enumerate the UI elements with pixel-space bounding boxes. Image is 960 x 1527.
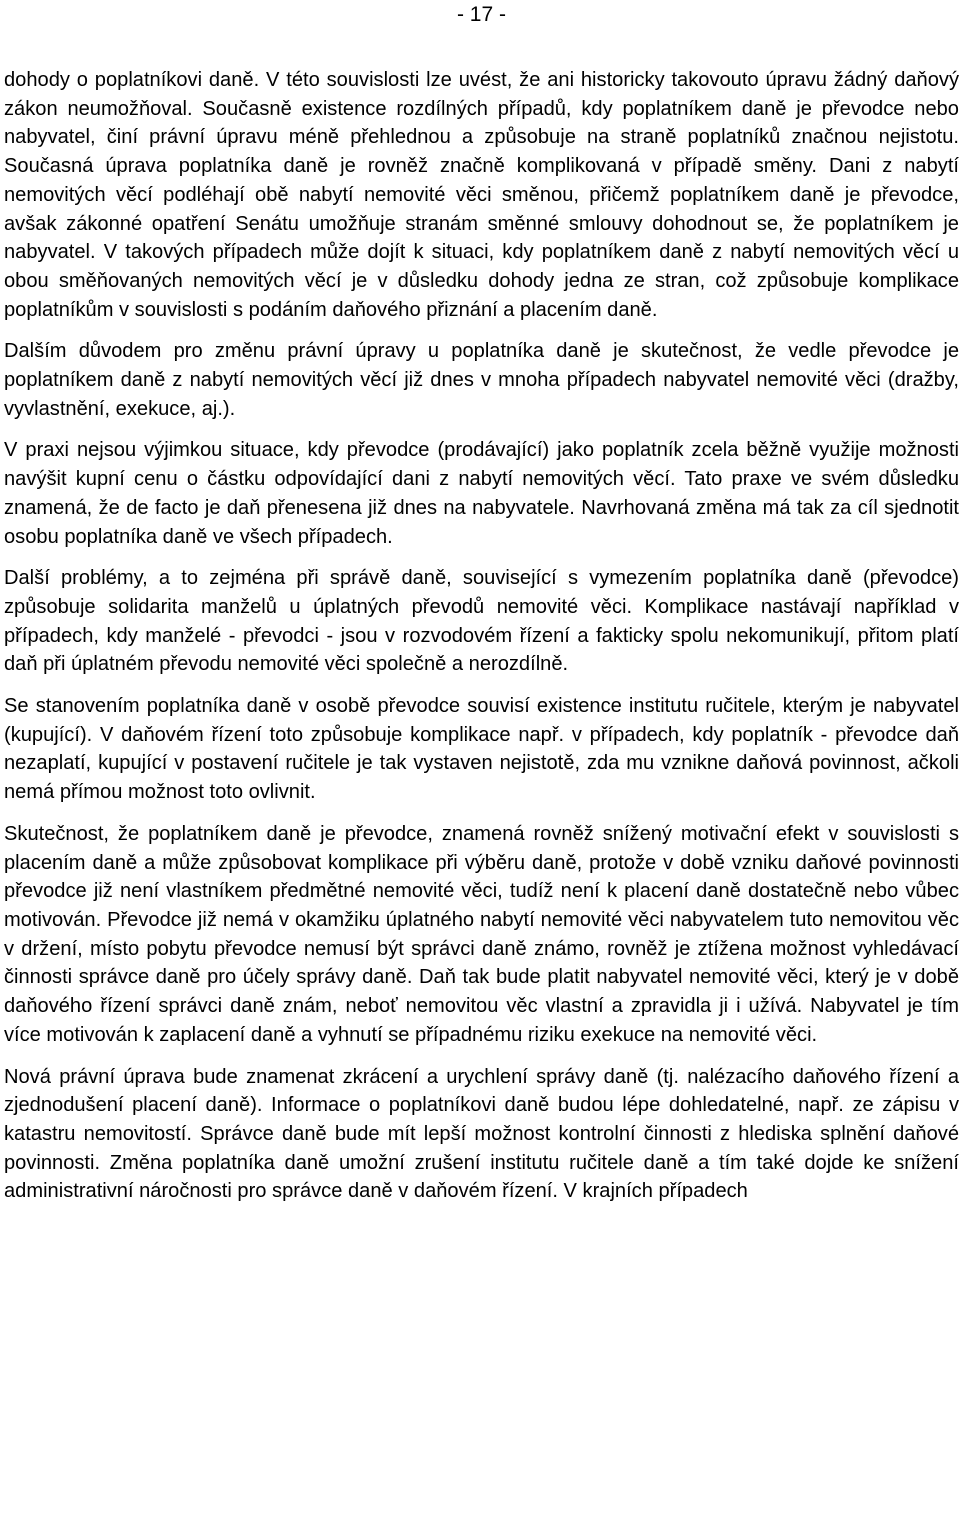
paragraph-gap: [4, 1050, 959, 1063]
header-spacer: [4, 29, 959, 66]
paragraph-gap: [4, 807, 959, 820]
paragraph-1: dohody o poplatníkovi daně. V této souvislosti lze uvést, že ani historicky takovouto úpravu žádný daňový zákon neumožňoval. Současně existence rozdílných případů, kdy poplatníkem daně je převodce nebo nabyvatel, činí právní úpravu méně přehlednou a způsobuje na straně poplatníků značnou nejistotu. Současná úprava poplatníka daně je rovněž značně komplikovaná v případě směny. Dani z nabytí nemovitých věcí podléhají obě nabytí nemovité věci směnou, přičemž poplatníkem daně je převodce, avšak zákonné opatření Senátu umožňuje stranám směnné smlouvy dohodnout se, že poplatníkem je nabyvatel. V takových případech může dojít k situaci, kdy poplatníkem daně z nabytí nemovitých věcí u obou směňovaných nemovitých věcí je v důsledku dohody jedna ze stran, což způsobuje komplikace poplatníkům v souvislosti s podáním daňového přiznání a placením daně.: [4, 69, 959, 321]
paragraph-6: Skutečnost, že poplatníkem daně je převodce, znamená rovněž snížený motivační efekt v souvislosti s placením daně a může způsobovat komplikace při výběru daně, protože v době vzniku daňové povinnosti převodce již není vlastníkem předmětné nemovité věci, tudíž není k placení daně dostatečně nebo vůbec motivován. Převodce již nemá v okamžiku úplatného nabytí nemovité věci nabyvatelem tuto nemovitou věc v držení, místo pobytu převodce nemusí být správci daně známo, rovněž je ztížena možnost vyhledávací činnosti správce daně pro účely správy daně. Daň tak bude platit nabyvatel nemovité věci, který je v době daňového řízení správci daně znám, neboť nemovitou věc vlastní a zpravidla ji i užívá. Nabyvatel je tím více motivován k zaplacení daně a vyhnutí se případnému riziku exekuce na nemovité věci.: [4, 822, 959, 1046]
paragraph-gap: [4, 679, 959, 692]
document-page: [4, 0, 959, 1206]
paragraph-gap: [4, 423, 959, 436]
paragraph-5: Se stanovením poplatníka daně v osobě převodce souvisí existence institutu ručitele, kterým je nabyvatel (kupující). V daňovém řízení toto způsobuje komplikace např. v případech, kdy poplatník - převodce daň nezaplatí, kupující v postavení ručitele je tak vystaven nejistotě, zda mu vznikne daňová povinnost, ačkoli nemá přímou možnost toto ovlivnit.: [4, 695, 959, 804]
page-number: - 17 -: [456, 3, 506, 26]
paragraph-4: Další problémy, a to zejména při správě daně, související s vymezením poplatníka daně (převodce) způsobuje solidarita manželů u úplatných převodů nemovité věci. Komplikace nastávají například v případech, kdy manželé - převodci - jsou v rozvodovém řízení a fakticky spolu nekomunikují, přitom platí daň při úplatném převodu nemovité věci společně a nerozdílně.: [4, 567, 959, 676]
paragraph-3: V praxi nejsou výjimkou situace, kdy převodce (prodávající) jako poplatník zcela běžně využije možnosti navýšit kupní cenu o částku odpovídající dani z nabytí nemovitých věcí. Tato praxe ve svém důsledku znamená, že de facto je daň přenesena již dnes na nabyvatele. Navrhovaná změna má tak za cíl sjednotit osobu poplatníka daně ve všech případech.: [4, 439, 959, 548]
paragraph-2: Dalším důvodem pro změnu právní úpravy u poplatníka daně je skutečnost, že vedle převodce je poplatníkem daně z nabytí nemovitých věcí již dnes v mnoha případech nabyvatel nemovité věci (dražby, vyvlastnění, exekuce, aj.).: [4, 340, 959, 420]
paragraph-7: Nová právní úprava bude znamenat zkrácení a urychlení správy daně (tj. nalézacího daňového řízení a zjednodušení placení daně). Informace o poplatníkovi daně budou lépe dohledatelné, např. ze zápisu v katastru nemovitostí. Správce daně bude mít lepší možnost kontrolní činnosti z hlediska splnění daňové povinnosti. Změna poplatníka daně umožní zrušení institutu ručitele daně a tím také dojde ke snížení administrativní náročnosti pro správce daně v daňovém řízení. V krajních případech: [4, 1065, 959, 1203]
paragraph-gap: [4, 324, 959, 337]
paragraph-gap: [4, 551, 959, 564]
